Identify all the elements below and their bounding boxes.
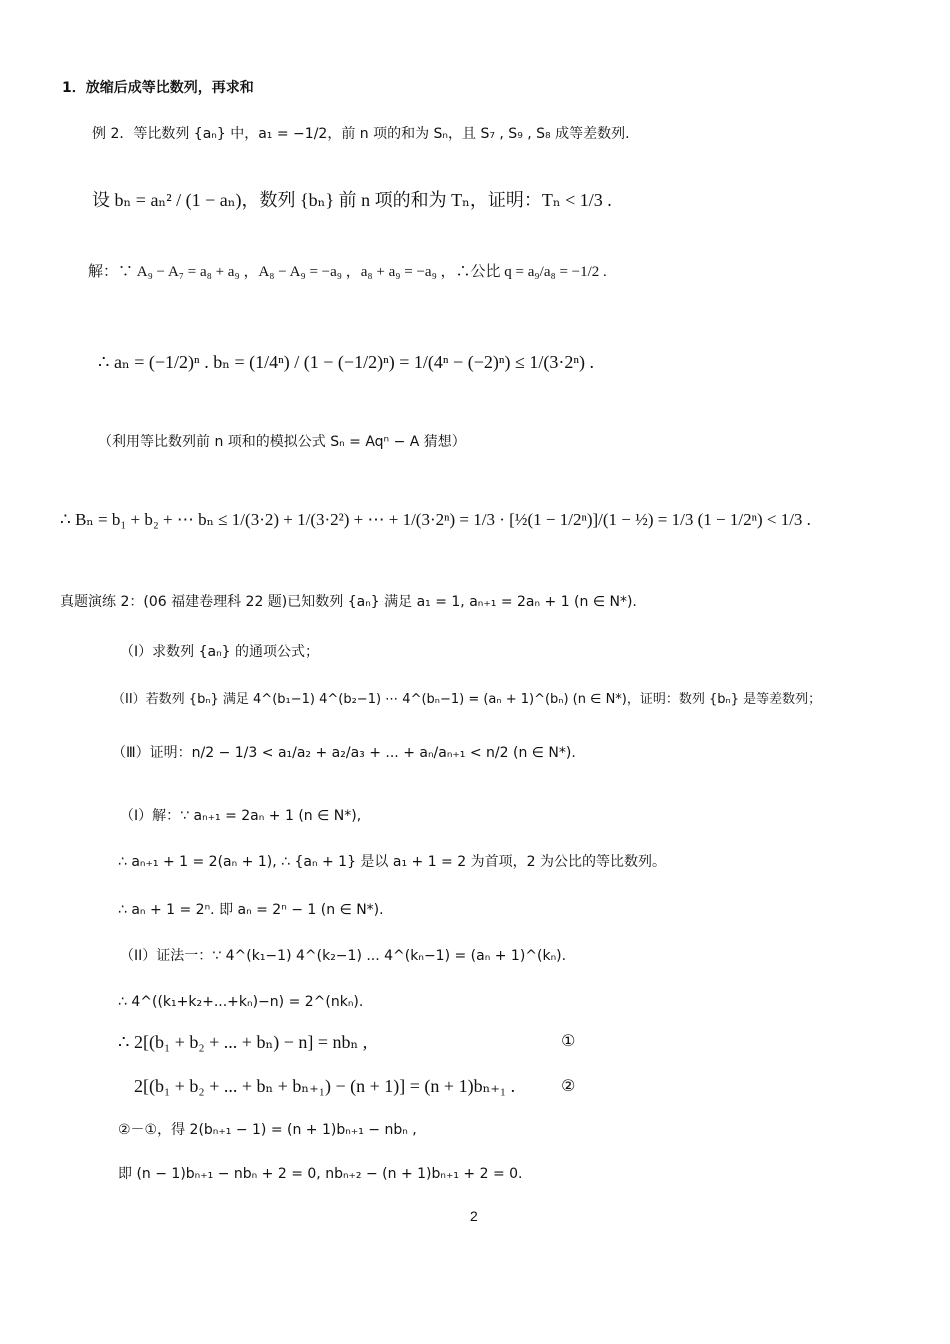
exercise2-solution2-d: 2[(b₁ + b₂ + ... + bₙ + bₙ₊₁) − (n + 1)] = (n + 1)bₙ₊₁ . [134, 1076, 516, 1096]
exercise2-solution2-e: ②－①，得 2(bₙ₊₁ − 1) = (n + 1)bₙ₊₁ − nbₙ , [118, 1122, 417, 1138]
exercise2-part3: （Ⅲ）证明：n/2 − 1/3 < a₁/a₂ + a₂/a₃ + ... + aₙ/aₙ₊₁ < n/2 (n ∈ N*). [112, 745, 576, 761]
example2-statement: 例 2．等比数列 {aₙ} 中，a₁ = −1/2，前 n 项的和为 Sₙ，且 S₇ , S₉ , S₈ 成等差数列. [92, 126, 630, 142]
exercise2-solution2-f: 即 (n − 1)bₙ₊₁ − nbₙ + 2 = 0, nbₙ₊₂ − (n + 1)bₙ₊₁ + 2 = 0. [118, 1166, 523, 1182]
example2-solution-ratio: 解：∵ A₉ − A₇ = a₈ + a₉ ，A₈ − A₉ = −a₉ ，a₈ + a₉ = −a₉ ，∴公比 q = a₉/a₈ = −1/2 . [88, 264, 607, 280]
exercise2-part2: （II）若数列 {bₙ} 满足 4^(b₁−1) 4^(b₂−1) ⋯ 4^(bₙ−1) = (aₙ + 1)^(bₙ) (n ∈ N*)，证明：数列 {bₙ} 是等差数列； [112, 692, 822, 707]
equation-marker-2: ② [561, 1076, 576, 1095]
example2-an-bn: ∴ aₙ = (−1/2)ⁿ . bₙ = (1/4ⁿ) / (1 − (−1/2)ⁿ) = 1/(4ⁿ − (−2)ⁿ) ≤ 1/(3·2ⁿ) . [98, 352, 595, 372]
example2-sum-bound: ∴ Bₙ = b₁ + b₂ + ⋯ bₙ ≤ 1/(3·2) + 1/(3·2²) + ⋯ + 1/(3·2ⁿ) = 1/3 · [½(1 − 1/2ⁿ)]/(1 − ½) = 1/3 (1 − 1/2ⁿ) < 1/3 . [60, 510, 811, 529]
exercise2-solution2-a: （II）证法一：∵ 4^(k₁−1) 4^(k₂−1) ... 4^(kₙ−1) = (aₙ + 1)^(kₙ). [120, 948, 567, 964]
exercise2-solution1-c: ∴ aₙ + 1 = 2ⁿ. 即 aₙ = 2ⁿ − 1 (n ∈ N*). [118, 902, 384, 918]
page-number: 2 [470, 1208, 478, 1224]
exercise2-solution1-a: （I）解：∵ aₙ₊₁ = 2aₙ + 1 (n ∈ N*), [120, 808, 362, 824]
exercise2-solution2-c: ∴ 2[(b₁ + b₂ + ... + bₙ) − n] = nbₙ , [118, 1032, 368, 1052]
exercise2-part1: （I）求数列 {aₙ} 的通项公式； [120, 644, 320, 660]
example2-remark: （利用等比数列前 n 项和的模拟公式 Sₙ = Aqⁿ − A 猜想） [98, 434, 466, 450]
exercise2-statement: 真题演练 2：(06 福建卷理科 22 题)已知数列 {aₙ} 满足 a₁ = 1, aₙ₊₁ = 2aₙ + 1 (n ∈ N*). [60, 594, 637, 610]
exercise2-solution2-b: ∴ 4^((k₁+k₂+...+kₙ)−n) = 2^(nkₙ). [118, 994, 364, 1010]
exercise2-solution1-b: ∴ aₙ₊₁ + 1 = 2(aₙ + 1), ∴ {aₙ + 1} 是以 a₁ + 1 = 2 为首项，2 为公比的等比数列。 [118, 854, 666, 870]
section-title: 1．放缩后成等比数列，再求和 [62, 80, 254, 96]
example2-definition: 设 bₙ = aₙ² / (1 − aₙ)，数列 {bₙ} 前 n 项的和为 Tₙ，证明：Tₙ < 1/3 . [92, 190, 612, 210]
equation-marker-1: ① [561, 1031, 576, 1050]
